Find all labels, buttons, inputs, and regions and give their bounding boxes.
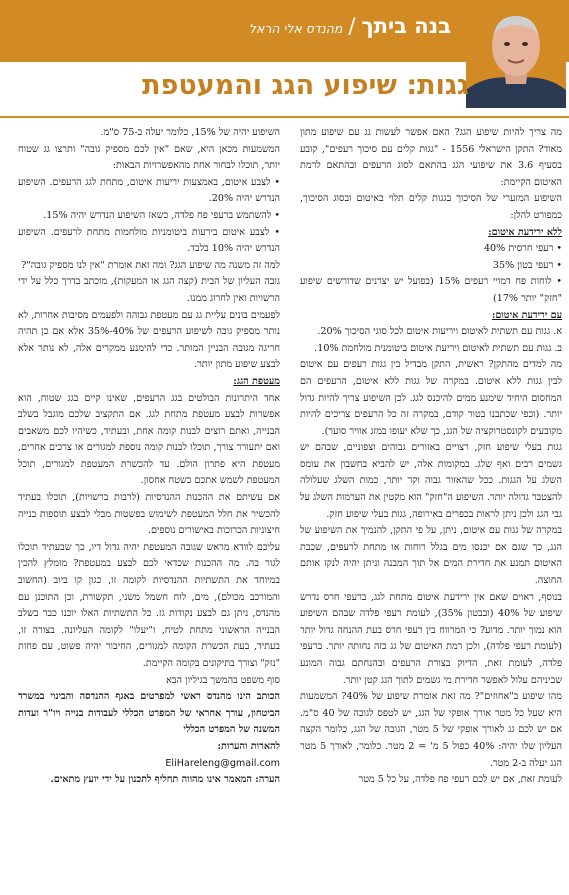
left-column bbox=[18, 125, 280, 890]
disclaimer-note: הערה: המאמר אינו מהווה תחליף לתכנון על ידי יועץ מתאים. bbox=[50, 774, 280, 786]
paragraph: המשמעות מכאן היא, שאם "אין לכם מספיק גובה" ותרצו גג שטוח יותר, תוכלו לבחור אחת מהאפשרויות הבאות: bbox=[18, 143, 280, 172]
paragraph: אחד היתרונות הבולטים בגג הרעפים, שאינו קיים בגג שטוח, הוא אפשרות לבצע מעטפת מתחת לגג. אם התקציב שלכם מוגבל בשלב הבנייה, ואתם רוצים לבנות קומה אחת, ובעתיד, כשיהיו לכם משאבים ואם יתעורר צורך, תוכלו לבנות קומה נוספת למגורים או צרכים אחרים, מעטפת היא פתרון הולם. עד להכשרת המעטפת למגורים, תוכל המעטפת לשמש אתכם כשטח אחסון. bbox=[18, 392, 280, 487]
paragraph: השיפוע יהיה של 15%, כלומר יעלה ב-75 ס"מ. bbox=[100, 127, 280, 138]
list-item: ב. גגות עם תשתית לאיטום ויריעת איטום ביטומנית מולחמת 10%. bbox=[314, 342, 562, 354]
subheading: מעטפת הגג: bbox=[233, 375, 280, 387]
list-item: • לצבע איטום בירעות ביטומניות מולחמות מתחת לרעפים. השיפוע הנדרש יהיה 10% בלבד. bbox=[18, 226, 280, 255]
paragraph: לפעמים בונים עליית גג עם מעטפת גבוהה ולפעמים מסיבות אחרות, לא נותר מספיק גובה לשיפוע הרעפים של 40%-35% אלא אם כן תהיה חריגה מגובה הבניין המותר. כדי להימנע ממקרים אלה, לא נותר אלא לבצע שיפוע מתון יותר. bbox=[18, 309, 280, 371]
email-link[interactable]: EliHareleng@gmail.com bbox=[165, 757, 280, 769]
comments-label: להארות והערות: bbox=[217, 740, 280, 752]
title-bar bbox=[0, 68, 569, 114]
paragraph: מה למדים מהתקן? ראשית, התקן מבדיל בין גגות רעפים עם איטום לבין גגות ללא איטום. במקרה של גגות ללא איטום, הרעפים הם המחסום היחיד שימנע ממים להיכנס לגג. לכן השיפוע צריך להיות גדול יותר. (וכפי שכתבנו בטור קודם, במקרה זה כל הרעפים צריכים להיות מקובעים לקונסטרוקציה של הגג, כך שלא יעופו במזג אוויר סוער). bbox=[300, 359, 562, 437]
list-item: • רעפי בטון 35% bbox=[492, 259, 562, 271]
author-bio: הכותב הינו מהנדס ראשי למפרטים באגף ההנדסה והבינוי במשרד הביטחון, עורך אחראי של המפרט הכללי לעבודות בנייה ויו"ר ועדות המשנה של המפרט הכללי bbox=[18, 691, 280, 736]
list-item: • רעפי חרסית 40% bbox=[483, 243, 562, 255]
title-rule bbox=[0, 116, 569, 118]
paragraph: לעומת זאת, אם יש לכם רעפי פח פלדה, על כל 5 מטר bbox=[358, 774, 562, 786]
paragraph: גגות בעלי שיפוע חזק, רצויים באזורים גבוהים וצפוניים, שבהם יש גשמים רבים ואף שלג. במקומות אלה, יש להביא בחשבון את עומס השלג על הגגות. ככל שהאזור גבוה וקר יותר, כמות השלג שעלולה להצטבר גדולה יותר. השיפוע ה"חזק" הוא מקטין את הערמות השלג על גבי הגג ולכן ניתן לראות בכפרים באירופה, גגות בעלי שיפוע חזק. bbox=[300, 442, 562, 520]
separator: / bbox=[348, 14, 356, 38]
paragraph: גובה העליון של הבית (קצה הגג או המעקות), מוכתב בדרך כלל על ידי הרשויות ואין לחרוג ממנו. bbox=[18, 276, 280, 304]
paragraph: למה זה משנה מה שיפוע הגג? ומה זאת אומרת "אין לנו מספיק גובה"? bbox=[21, 259, 280, 271]
column-title: בנה ביתך bbox=[361, 14, 451, 38]
subheading: עם ירידעת איטום: bbox=[491, 309, 562, 321]
author-name: מהנדס אלי הראל bbox=[248, 21, 343, 36]
paragraph: עליכם לוודא מראש שגובה המעטפת יהיה גדול דיו, כך שבעתיד תוכלו לגור בה. מה ההכנות שכדאי לכם לבצע במעטפת? מומלץ להכין במיוחד את התשתיות ההנדסיות לקומה זו, כגון קו ביוב (החשוב והמורכב מכולם), מים, לוח חשמל משני, תקשורת, וכן התוכנן עם מהנדס, ניתן גם לבצע נקודות גז. כל התשתיות האלו יוכנו כבר בשלב הבנייה הראשוני מתחת לטיח, ו"יעלו" לקומה העליונה. בצורה זו, בעתיד, בעת הכשרת הקומה למגורים, החיבור יהיה פשוט, עם פחות "נזק" וצורך בתיקונים בקומה הקיימת. bbox=[18, 541, 280, 669]
list-item: • להשתמש ברעפי פח פלדה, כשאז השיפוע הנדרש יהיה 15%. bbox=[43, 209, 280, 221]
paragraph: בנוסף, ראוים שאם אין ירידעת איטום מתחת לגג, ברעפי חרס נדרש שיפוע של 40% (ובבטון 35%), לעומת רעפי פלדה שבהם השיפוע הוא נמוך יותר. מדוע? כי המרווח בין רעפי חרס בעת ההנחה גדול יותר (לעומת רעפי פלדה), ולכן רמת האיטום של גג כזה נחותה יותר. ברעפי פלדה, לעומת זאת, הדיוק בצורת הרעפים ובהנחתם גבוה המונע שביניהם עלול לאפשר חדירת מי גשמים לתוך הגג קטן יותר. bbox=[300, 591, 562, 686]
list-item: • לוחות פח דמויי רעפים 15% (בפועל יש יצרנים שדורשים שיפוע "חזק" יותר 17%) bbox=[300, 276, 562, 304]
paragraph: אם עשיתם את ההכנות ההנדסיות (לרבות ברשויות), תוכלו בעתיד להכשיר את חלל המעטפת לשימוש בפשטות מבלי לבצע תוספות בנייה חיצוניות הכרוכות באישורים נוספים. bbox=[18, 492, 280, 537]
paragraph: מהו שיפוע ב"אחוזים"? מה זאת אומרת שיפוע של 40%? המשמעות היא שעל כל מטר אורך אופקי של הגג, יש לטפס לגובה של 40 ס"מ. אם יש לכם גג לאורך אופקי של 5 מטר, הגובה של הגג, כלומר הקצה העליון שלו יהיה: 40% כפול 5 מ' = 2 מטר. כלומר, לאורך 5 מטר הגג יעלה ב-2 מטר. bbox=[300, 691, 562, 769]
list-item: א. גגות עם תשתית לאיטום ויריעות איטום לכל סוגי הסיכוך 20%. bbox=[317, 326, 562, 338]
paragraph: סוף משפט בהמשך בגיליון הבא bbox=[166, 674, 280, 686]
paragraph: השיפוע המזערי של הסיכוך בגגות קלים תלוי באיטום ובסוג הסיכוך, כמפורט להלן: bbox=[300, 193, 562, 221]
header-text bbox=[249, 14, 451, 38]
subheading: ללא ירידעת איטום: bbox=[488, 226, 562, 238]
paragraph: במקרה של גגות עם איטום, ניתן, על פי התקן, להנמיך את השיפוע של הגג, כך שגם אם יכנסו מים בגלל רוחות או מתחת לרעפים, שכבת האיטום תמנע את חדירת המים אל תוך המבנה וניתן יהיה לנקז אותם החוצה. bbox=[300, 525, 562, 587]
right-column bbox=[300, 125, 562, 890]
article-title: גגות: שיפוע הגג והמעטפת bbox=[142, 70, 469, 101]
paragraph: מה צריך להיות שיפוע הגג? האם אפשר לעשות גג עם שיפוע מתון מאוד? התקן הישראלי 1556 - "גגות קלים עם סיכוך רעפים", קובע בסעיף 3.6 את שיפועי הגג בהתאם לסוג הרעפים ובהתאם לרמת האיטום הקיימת: bbox=[300, 127, 562, 188]
list-item: • לצבע איטום, באמצעות יריעות איטום, מתחת לגג הרעפים. השיפוע הנדרש יהיה 20%. bbox=[18, 176, 280, 205]
